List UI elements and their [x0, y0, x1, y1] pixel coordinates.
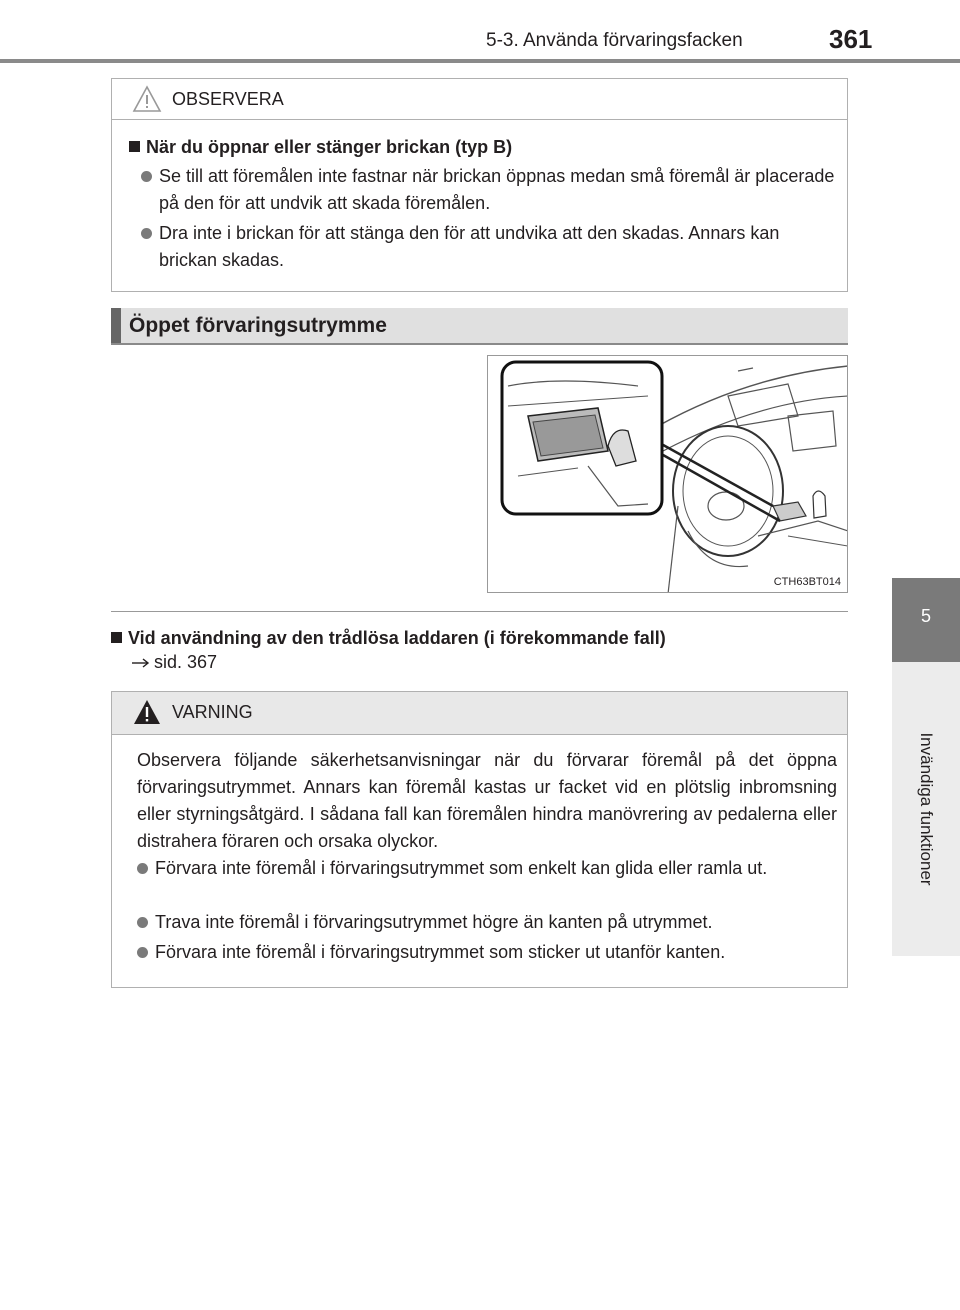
observera-box: [111, 78, 848, 292]
varning-bullet-3: Förvara inte föremål i förvaringsutrymmet som sticker ut utanför kanten.: [137, 939, 842, 966]
chapter-tab: [892, 578, 960, 662]
section-heading: [111, 308, 848, 344]
observera-header: [112, 79, 847, 120]
observera-bullet-1: Se till att föremålen inte fastnar när brickan öppnas medan små föremål är placerade på den för att undvik att skada föremålen.: [141, 163, 841, 217]
varning-header: [112, 692, 847, 735]
bullet-dot-icon: [137, 863, 148, 874]
bullet-dot-icon: [137, 917, 148, 928]
chapter-number: 5: [920, 606, 931, 626]
varning-bullet-1: Förvara inte föremål i förvaringsutrymmet som enkelt kan glida eller ramla ut.: [137, 855, 842, 882]
illustration-code: CTH63BT014: [773, 576, 841, 588]
section-heading-text: Öppet förvaringsutrymme: [129, 314, 387, 337]
square-bullet-icon: [129, 141, 140, 152]
chapter-title: Invändiga funktioner: [917, 732, 936, 886]
page-number: 361: [829, 24, 873, 54]
chapter-band: [892, 662, 960, 956]
page-reference: [131, 652, 217, 673]
observera-subheading: När du öppnar eller stänger brickan (typ B): [129, 137, 512, 158]
bullet-dot-icon: [137, 947, 148, 958]
wireless-heading: Vid användning av den trådlösa laddaren (i förekommande fall): [111, 628, 666, 649]
observera-bullet-2: Dra inte i brickan för att stänga den för att undvika att den skadas. Annars kan brickan skadas.: [141, 220, 841, 274]
varning-label: VARNING: [172, 702, 253, 722]
header-rule: [0, 59, 960, 63]
caution-triangle-icon: [132, 85, 162, 113]
console-illustration: [487, 355, 848, 593]
square-bullet-icon: [111, 632, 122, 643]
observera-label: OBSERVERA: [172, 89, 284, 109]
varning-box: [111, 691, 848, 988]
varning-intro: Observera följande säkerhetsanvisningar när du förvarar föremål på det öppna förvaringsutrymmet. Annars kan föremål kastas ur facket vid en plötslig inbromsning eller styrningsåtgärd. I sådana fall kan föremålen hindra manövrering av pedalerna eller distrahera föraren och orsaka olyckor.: [137, 750, 837, 851]
bullet-dot-icon: [141, 171, 152, 182]
arrow-right-icon: [131, 657, 151, 669]
page-header: [0, 0, 960, 64]
section-title: 5-3. Använda förvaringsfacken: [486, 30, 743, 51]
section-heading-rule: [111, 343, 848, 345]
varning-bullet-2: Trava inte föremål i förvaringsutrymmet högre än kanten på utrymmet.: [137, 909, 842, 936]
page-reference-link[interactable]: sid. 367: [154, 652, 218, 672]
bullet-dot-icon: [141, 228, 152, 239]
car-interior-drawing: [488, 356, 848, 593]
warning-triangle-icon: [132, 698, 162, 726]
separator-rule: [111, 611, 848, 612]
section-heading-bar: [111, 308, 121, 344]
